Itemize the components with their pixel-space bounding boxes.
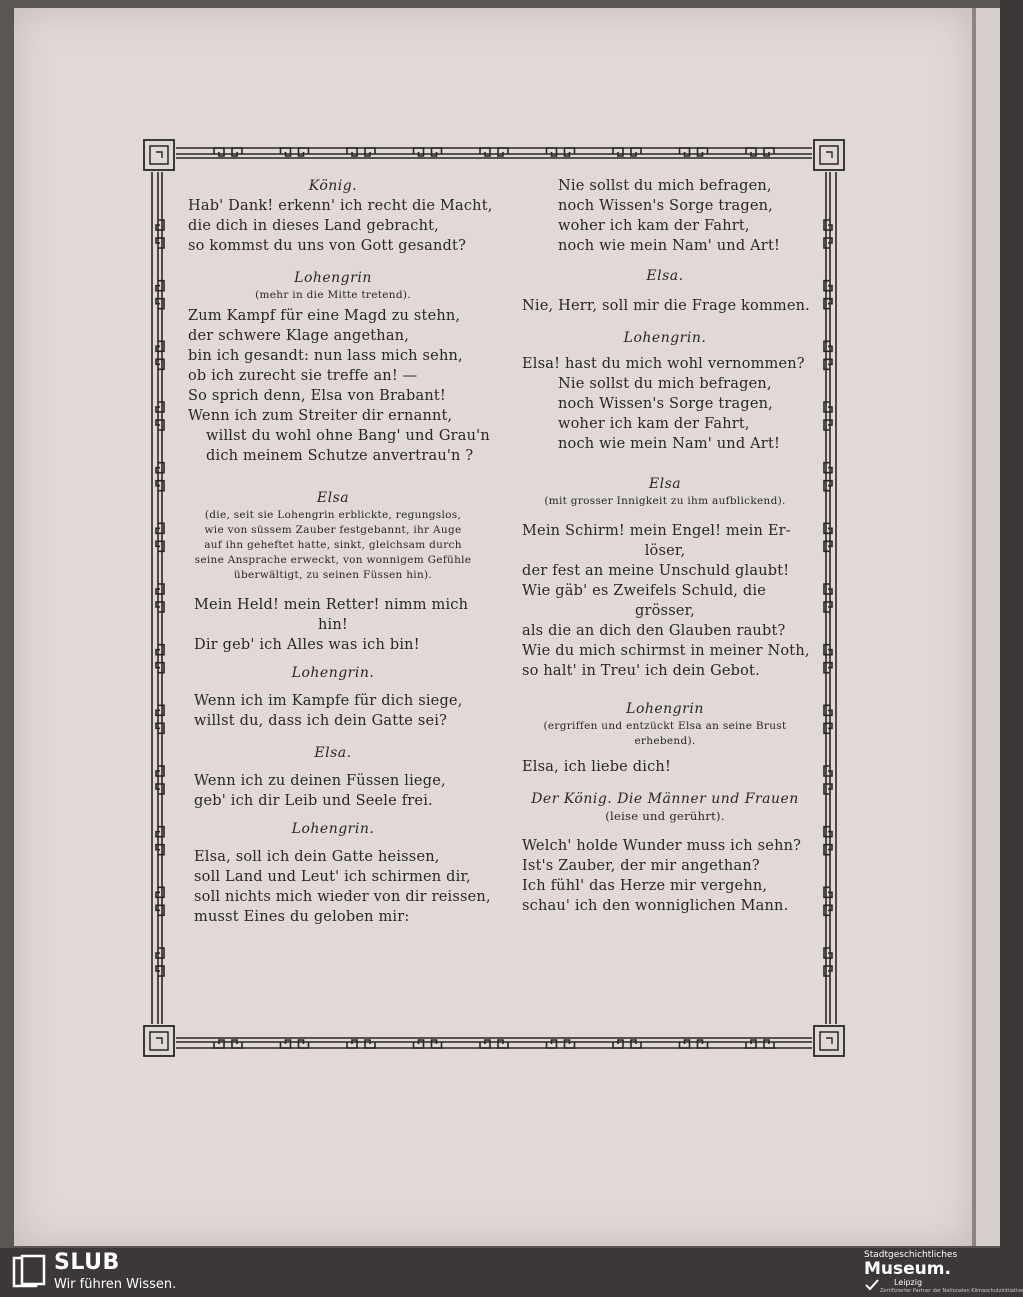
- verse-line: Ich fühl' das Herze mir vergehn,: [522, 878, 768, 894]
- stage-direction: (die, seit sie Lohengrin erblickte, regungslos,: [204, 509, 462, 521]
- right-text-column: [510, 176, 820, 916]
- verse-line: so kommst du uns von Gott gesandt?: [188, 238, 467, 254]
- stage-direction: auf ihn geheftet hatte, sinkt, gleichsam durch: [204, 539, 462, 551]
- speaker-name: Lohengrin.: [623, 330, 707, 346]
- verse-line: noch wie mein Nam' und Art!: [558, 436, 780, 452]
- speaker-name: Elsa.: [314, 745, 352, 761]
- next-page-edge: [976, 8, 1000, 1246]
- speaker-name: Elsa: [316, 490, 350, 506]
- verse-line: Elsa! hast du mich wohl vernommen?: [522, 356, 805, 372]
- museum-label-line2: Museum.: [864, 1259, 951, 1279]
- verse-line: Wenn ich im Kampfe für dich siege,: [194, 693, 463, 709]
- stage-direction: erhebend).: [634, 735, 696, 747]
- verse-line: grösser,: [635, 603, 695, 619]
- verse-line: noch Wissen's Sorge tragen,: [558, 198, 773, 214]
- verse-line: Nie, Herr, soll mir die Frage kommen.: [522, 298, 810, 314]
- verse-line: willst du, dass ich dein Gatte sei?: [194, 713, 448, 729]
- stage-direction: (mit grosser Innigkeit zu ihm aufblickend).: [544, 495, 786, 507]
- verse-line: Elsa, soll ich dein Gatte heissen,: [194, 849, 440, 865]
- verse-line: die dich in dieses Land gebracht,: [188, 218, 439, 234]
- verse-line: Nie sollst du mich befragen,: [558, 178, 772, 194]
- verse-line: woher ich kam der Fahrt,: [558, 416, 750, 432]
- verse-line: hin!: [318, 617, 348, 633]
- stage-direction: wie von süssem Zauber festgebannt, ihr Auge: [204, 524, 462, 536]
- speaker-name: Lohengrin.: [291, 821, 375, 837]
- slub-tagline: Wir führen Wissen.: [54, 1277, 177, 1292]
- verse-line: noch Wissen's Sorge tragen,: [558, 396, 773, 412]
- verse-line: der fest an meine Unschuld glaubt!: [522, 563, 790, 579]
- verse-line: Wenn ich zum Streiter dir ernannt,: [188, 408, 453, 424]
- verse-line: Dir geb' ich Alles was ich bin!: [194, 637, 420, 653]
- verse-line: Nie sollst du mich befragen,: [558, 376, 772, 392]
- verse-line: Wie du mich schirmst in meiner Noth,: [522, 643, 810, 659]
- verse-line: soll nichts mich wieder von dir reissen,: [194, 889, 491, 905]
- verse-line: noch wie mein Nam' und Art!: [558, 238, 780, 254]
- verse-line: Elsa, ich liebe dich!: [522, 759, 671, 775]
- stage-direction: (leise und gerührt).: [605, 809, 725, 823]
- verse-line: Mein Schirm! mein Engel! mein Er-: [522, 523, 791, 539]
- speaker-name: Der König. Die Männer und Frauen: [531, 791, 799, 807]
- museum-label-line3: Leipzig: [894, 1278, 923, 1287]
- slub-name: SLUB: [54, 1250, 120, 1275]
- speaker-name: Elsa.: [646, 268, 684, 284]
- verse-line: Wie gäb' es Zweifels Schuld, die: [522, 583, 767, 599]
- verse-line: ob ich zurecht sie treffe an! —: [188, 368, 418, 384]
- verse-line: Zum Kampf für eine Magd zu stehn,: [188, 308, 461, 324]
- verse-line: Wenn ich zu deinen Füssen liege,: [194, 773, 446, 789]
- verse-line: Mein Held! mein Retter! nimm mich: [194, 597, 469, 613]
- verse-line: so halt' in Treu' ich dein Gebot.: [522, 663, 760, 679]
- speaker-name: König.: [308, 178, 358, 194]
- verse-line: löser,: [644, 543, 686, 559]
- verse-line: geb' ich dir Leib und Seele frei.: [194, 793, 433, 809]
- verse-line: So sprich denn, Elsa von Brabant!: [188, 388, 446, 404]
- verse-line: bin ich gesandt: nun lass mich sehn,: [188, 348, 463, 364]
- verse-line: Ist's Zauber, der mir angethan?: [522, 858, 760, 874]
- museum-certification: Zertifizierter Partner der Nationalen Klimaschutzinitiative: [880, 1288, 1023, 1294]
- stage-direction: (mehr in die Mitte tretend).: [255, 289, 411, 301]
- speaker-name: Lohengrin.: [291, 665, 375, 681]
- verse-line: schau' ich den wonniglichen Mann.: [522, 898, 789, 914]
- verse-line: Welch' holde Wunder muss ich sehn?: [522, 838, 802, 854]
- speaker-name: Lohengrin: [626, 701, 704, 717]
- verse-line: als die an dich den Glauben raubt?: [522, 623, 786, 639]
- museum-label-line1: Stadtgeschichtliches: [864, 1250, 958, 1260]
- verse-line: dich meinem Schutze anvertrau'n ?: [206, 448, 474, 464]
- verse-line: musst Eines du geloben mir:: [194, 909, 410, 925]
- stage-direction: (ergriffen und entzückt Elsa an seine Brust: [543, 720, 787, 732]
- verse-line: woher ich kam der Fahrt,: [558, 218, 750, 234]
- stage-direction: überwältigt, zu seinen Füssen hin).: [233, 569, 433, 581]
- verse-line: willst du wohl ohne Bang' und Grau'n: [206, 428, 490, 444]
- speaker-name: Elsa: [648, 476, 682, 492]
- stage-direction: seine Ansprache erweckt, von wonnigem Gefühle: [194, 554, 472, 566]
- verse-line: Hab' Dank! erkenn' ich recht die Macht,: [188, 198, 493, 214]
- slub-logo-icon: [12, 1254, 46, 1288]
- left-text-column: [168, 176, 498, 927]
- verse-line: der schwere Klage angethan,: [188, 328, 410, 344]
- verse-line: soll Land und Leut' ich schirmen dir,: [194, 869, 471, 885]
- speaker-name: Lohengrin: [294, 270, 372, 286]
